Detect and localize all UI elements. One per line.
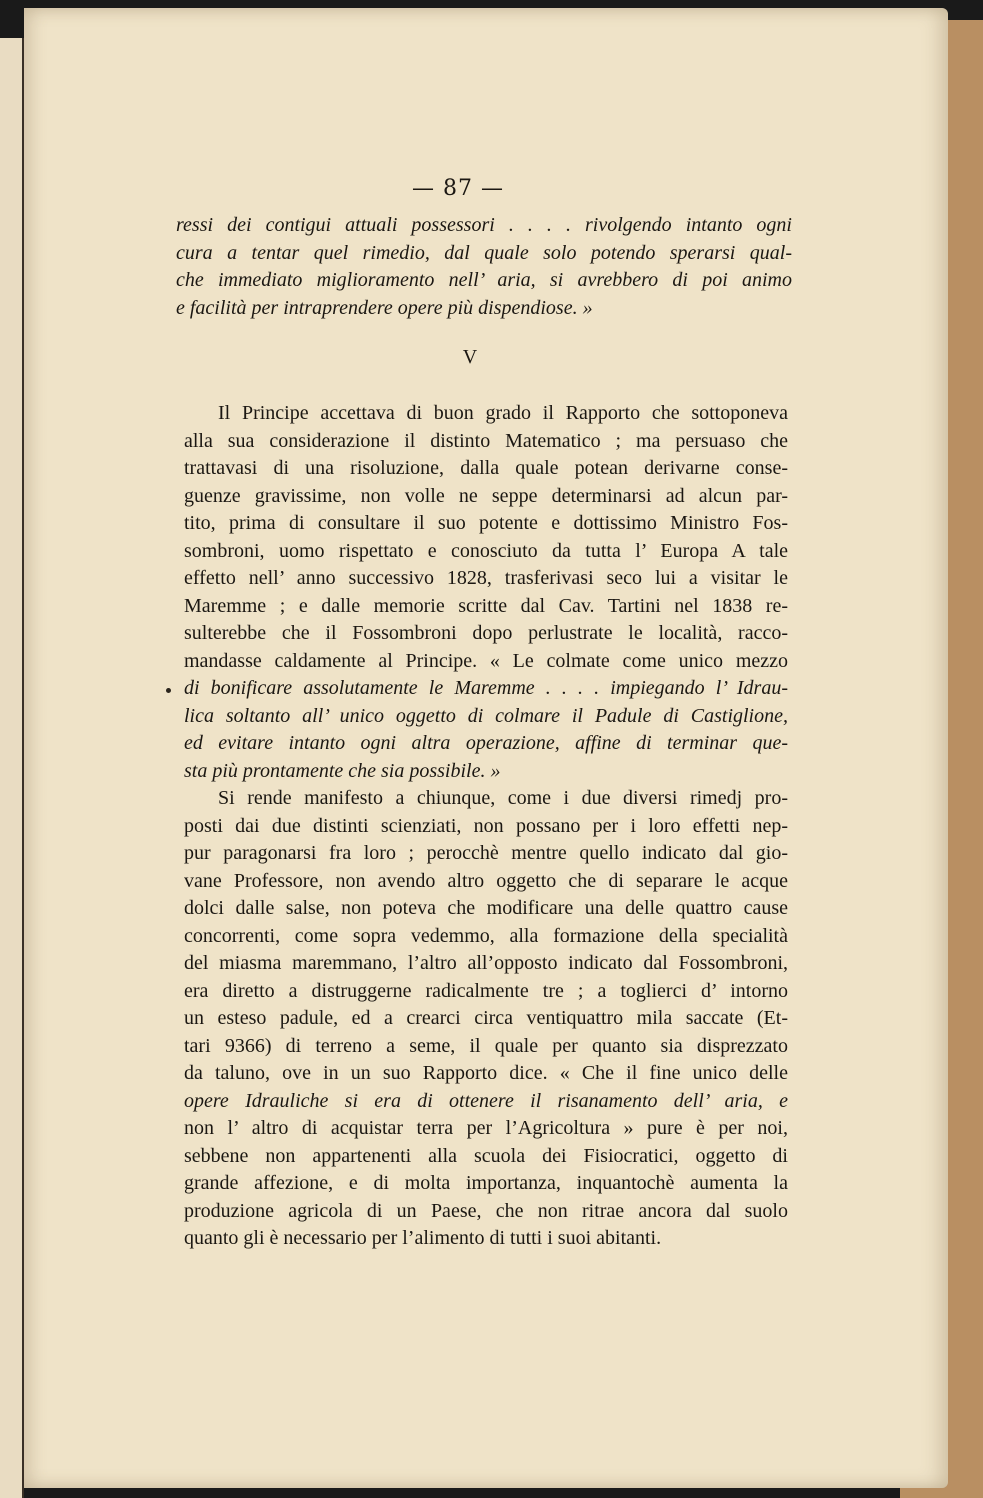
text-line: sombroni, uomo rispettato e conosciuto da tutta l’ Europa A tale — [184, 539, 788, 562]
text-line: lica soltanto all’ unico oggetto di colmare il Padule di Castiglione, — [184, 704, 788, 727]
text-line: mandasse caldamente al Principe. « Le colmate come unico mezzo — [184, 649, 788, 672]
text-line: produzione agricola di un Paese, che non ritrae ancora dal suolo — [184, 1199, 788, 1222]
text-line: di bonificare assolutamente le Maremme . . . . impiegando l’ Idrau- — [184, 677, 788, 699]
text-line: Maremme ; e dalle memorie scritte dal Cav. Tartini nel 1838 re- — [184, 594, 788, 617]
ink-mark — [166, 688, 171, 693]
body-text — [184, 400, 788, 1253]
text-line: sebbene non appartenenti alla scuola dei Fisiocratici, oggetto di — [184, 1144, 788, 1167]
intro-paragraph — [176, 212, 792, 322]
page-number: — 87 — — [412, 176, 504, 201]
text-line: dolci dalle salse, non poteva che modificare una delle quattro cause — [184, 897, 788, 919]
text-line: alla sua considerazione il distinto Matematico ; ma persuaso che — [184, 429, 788, 452]
text-line: Il Principe accettava di buon grado il Rapporto che sottoponeva — [218, 402, 788, 424]
text-line: pur paragonarsi fra loro ; perocchè mentre quello indicato dal gio- — [184, 842, 788, 864]
text-line: che immediato miglioramento nell’ aria, si avrebbero di poi animo — [176, 269, 792, 291]
text-line: tari 9366) di terreno a seme, il quale per quanto sia disprezzato — [184, 1034, 788, 1057]
text-line: non l’ altro di acquistar terra per l’Agricoltura » pure è per noi, — [184, 1117, 788, 1139]
text-line: sulterebbe che il Fossombroni dopo perlustrate le località, racco- — [184, 622, 788, 644]
text-line: quanto gli è necessario per l’alimento di tutti i suoi abitanti. — [184, 1227, 662, 1249]
text-line: guenze gravissime, non volle ne seppe determinarsi ad alcun par- — [184, 484, 788, 507]
text-line: opere Idrauliche si era di ottenere il risanamento dell’ aria, e — [184, 1089, 788, 1112]
text-line: Si rende manifesto a chiunque, come i due diversi rimedj pro- — [218, 787, 788, 809]
text-line: un esteso padule, ed a crearci circa ventiquattro mila saccate (Et- — [184, 1007, 788, 1029]
text-line: grande affezione, e di molta importanza, inquantochè aumenta la — [184, 1172, 788, 1194]
text-line: e facilità per intraprendere opere più dispendiose. » — [176, 296, 593, 319]
text-line: effetto nell’ anno successivo 1828, trasferivasi seco lui a visitar le — [184, 567, 788, 589]
section-heading: V — [462, 346, 478, 368]
text-line: del miasma maremmano, l’altro all’opposto indicato dal Fossombroni, — [184, 952, 788, 974]
text-line: posti dai due distinti scienziati, non possano per i loro effetti nep- — [184, 814, 788, 837]
text-line: cura a tentar quel rimedio, dal quale solo potendo sperarsi qual- — [176, 241, 792, 264]
left-page-edge — [0, 38, 24, 1498]
text-line: tito, prima di consultare il suo potente e dottissimo Ministro Fos- — [184, 512, 788, 534]
book-page — [24, 8, 948, 1488]
text-line: da taluno, ove in un suo Rapporto dice. « Che il fine unico delle — [184, 1062, 788, 1084]
text-line: era diretto a distruggerne radicalmente tre ; a toglierci d’ intorno — [184, 979, 788, 1002]
text-line: ed evitare intanto ogni altra operazione, affine di terminar que- — [184, 732, 788, 754]
text-line: ressi dei contigui attuali possessori . . . . rivolgendo intanto ogni — [176, 214, 792, 236]
text-line: sta più prontamente che sia possibile. » — [184, 759, 501, 782]
text-line: concorrenti, come sopra vedemmo, alla formazione della specialità — [184, 924, 788, 947]
text-line: vane Professore, non avendo altro oggetto che di separare le acque — [184, 869, 788, 892]
text-line: trattavasi di una risoluzione, dalla quale potean derivarne conse- — [184, 457, 788, 479]
